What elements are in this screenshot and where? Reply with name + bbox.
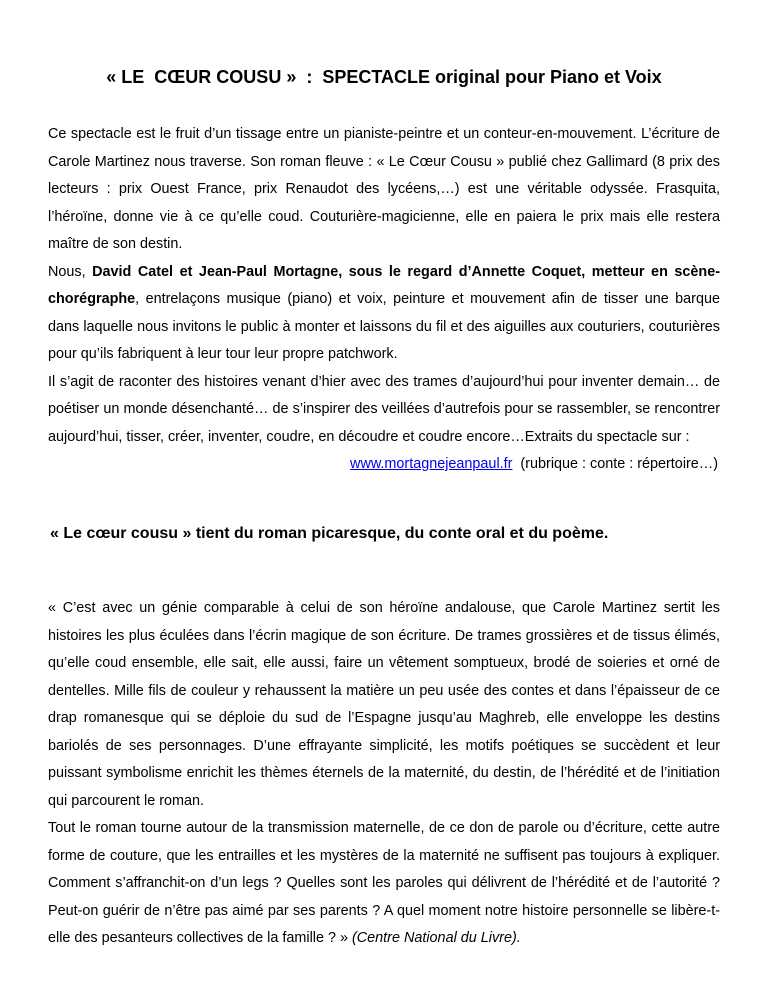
intro-paragraph-2 — [48, 259, 720, 369]
quote-source: (Centre National du Livre). — [347, 930, 521, 946]
document-title: « LE CŒUR COUSU » : SPECTACLE original pour Piano et Voix — [106, 67, 662, 87]
intro-p2-authors: David Catel et Jean-Paul Mortagne, sous le regard d’Annette Coquet, metteur en scène-chorégraphe — [48, 263, 720, 307]
link-line — [48, 451, 720, 479]
intro-paragraph-1: Ce spectacle est le fruit d’un tissage entre un pianiste-peintre et un conteur-en-mouvement. L’écriture de Carole Martinez nous traverse. Son roman fleuve : « Le Cœur Cousu » publié chez Gallimard (8 prix des lecteurs : prix Ouest France, prix Renaudot des lycéens,…) est une véritable odyssée. Frasquita, l’héroïne, donne vie à ce qu’elle coud. Couturière-magicienne, elle en paiera le prix mais elle restera maître de son destin. — [48, 126, 720, 252]
section-subtitle: « Le cœur cousu » tient du roman picaresque, du conte oral et du poème. — [50, 525, 609, 542]
intro-p2-end: , entrelaçons musique (piano) et voix, peinture et mouvement afin de tisser une barque dans laquelle nous invitons le public à monter et laissons du fil et des aiguilles aux couturiers, couturières pour qu’ils fabriquent à leur tour leur propre patchwork. — [48, 291, 720, 362]
intro-paragraph-3: Il s’agit de raconter des histoires venant d’hier avec des trames d’aujourd’hui pour inventer demain… de poétiser un monde désenchanté… de s’inspirer des veillées d’autrefois pour se rassembler, se rencontrer aujourd’hui, tisser, créer, inventer, coudre, en découdre et coudre encore…Extraits du spectacle sur : — [48, 373, 720, 445]
intro-p2-start: Nous, — [48, 263, 93, 280]
quote-p2-text: Tout le roman tourne autour de la transmission maternelle, de ce don de parole ou d’écriture, cette autre forme de couture, que les entrailles et les mystères de la maternité ne suffisent pas toujours à expliquer. Comment s’affranchit-on d’un legs ? Quelles sont les paroles qui délivrent de l’hérédité et de l’autorité ? Peut-on guérir de n’être pas aimé par ses parents ? A quel moment notre histoire personnelle se libère-t-elle des pesanteurs collectives de la famille ? » — [48, 820, 720, 946]
website-link[interactable]: www.mortagnejeanpaul.fr — [350, 456, 513, 472]
quote-paragraph-2 — [48, 815, 720, 953]
quote-paragraph-1: « C’est avec un génie comparable à celui de son héroïne andalouse, que Carole Martinez sertit les histoires les plus éculées dans l’écrin magique de son écriture. De trames grossières et de tissus élimés, qu’elle coud ensemble, elle sait, elle aussi, faire un vêtement somptueux, brodé de soieries et orné de dentelles. Mille fils de couleur y rehaussent la matière un peu usée des contes et dans l’épaisseur de ce drap romanesque qui se déploie du sud de l’Espagne jusqu’au Maghreb, elle enveloppe les destins bariolés de ses personnages. D’une effrayante simplicité, les motifs poétiques se succèdent et leur puissant symbolisme enrichit les thèmes éternels de la maternité, du destin, de l’hérédité et de l’initiation qui parcourent le roman. — [48, 600, 720, 809]
quote-section — [48, 595, 720, 953]
intro-section — [48, 121, 720, 479]
link-suffix: (rubrique : conte : répertoire…) — [512, 456, 718, 472]
